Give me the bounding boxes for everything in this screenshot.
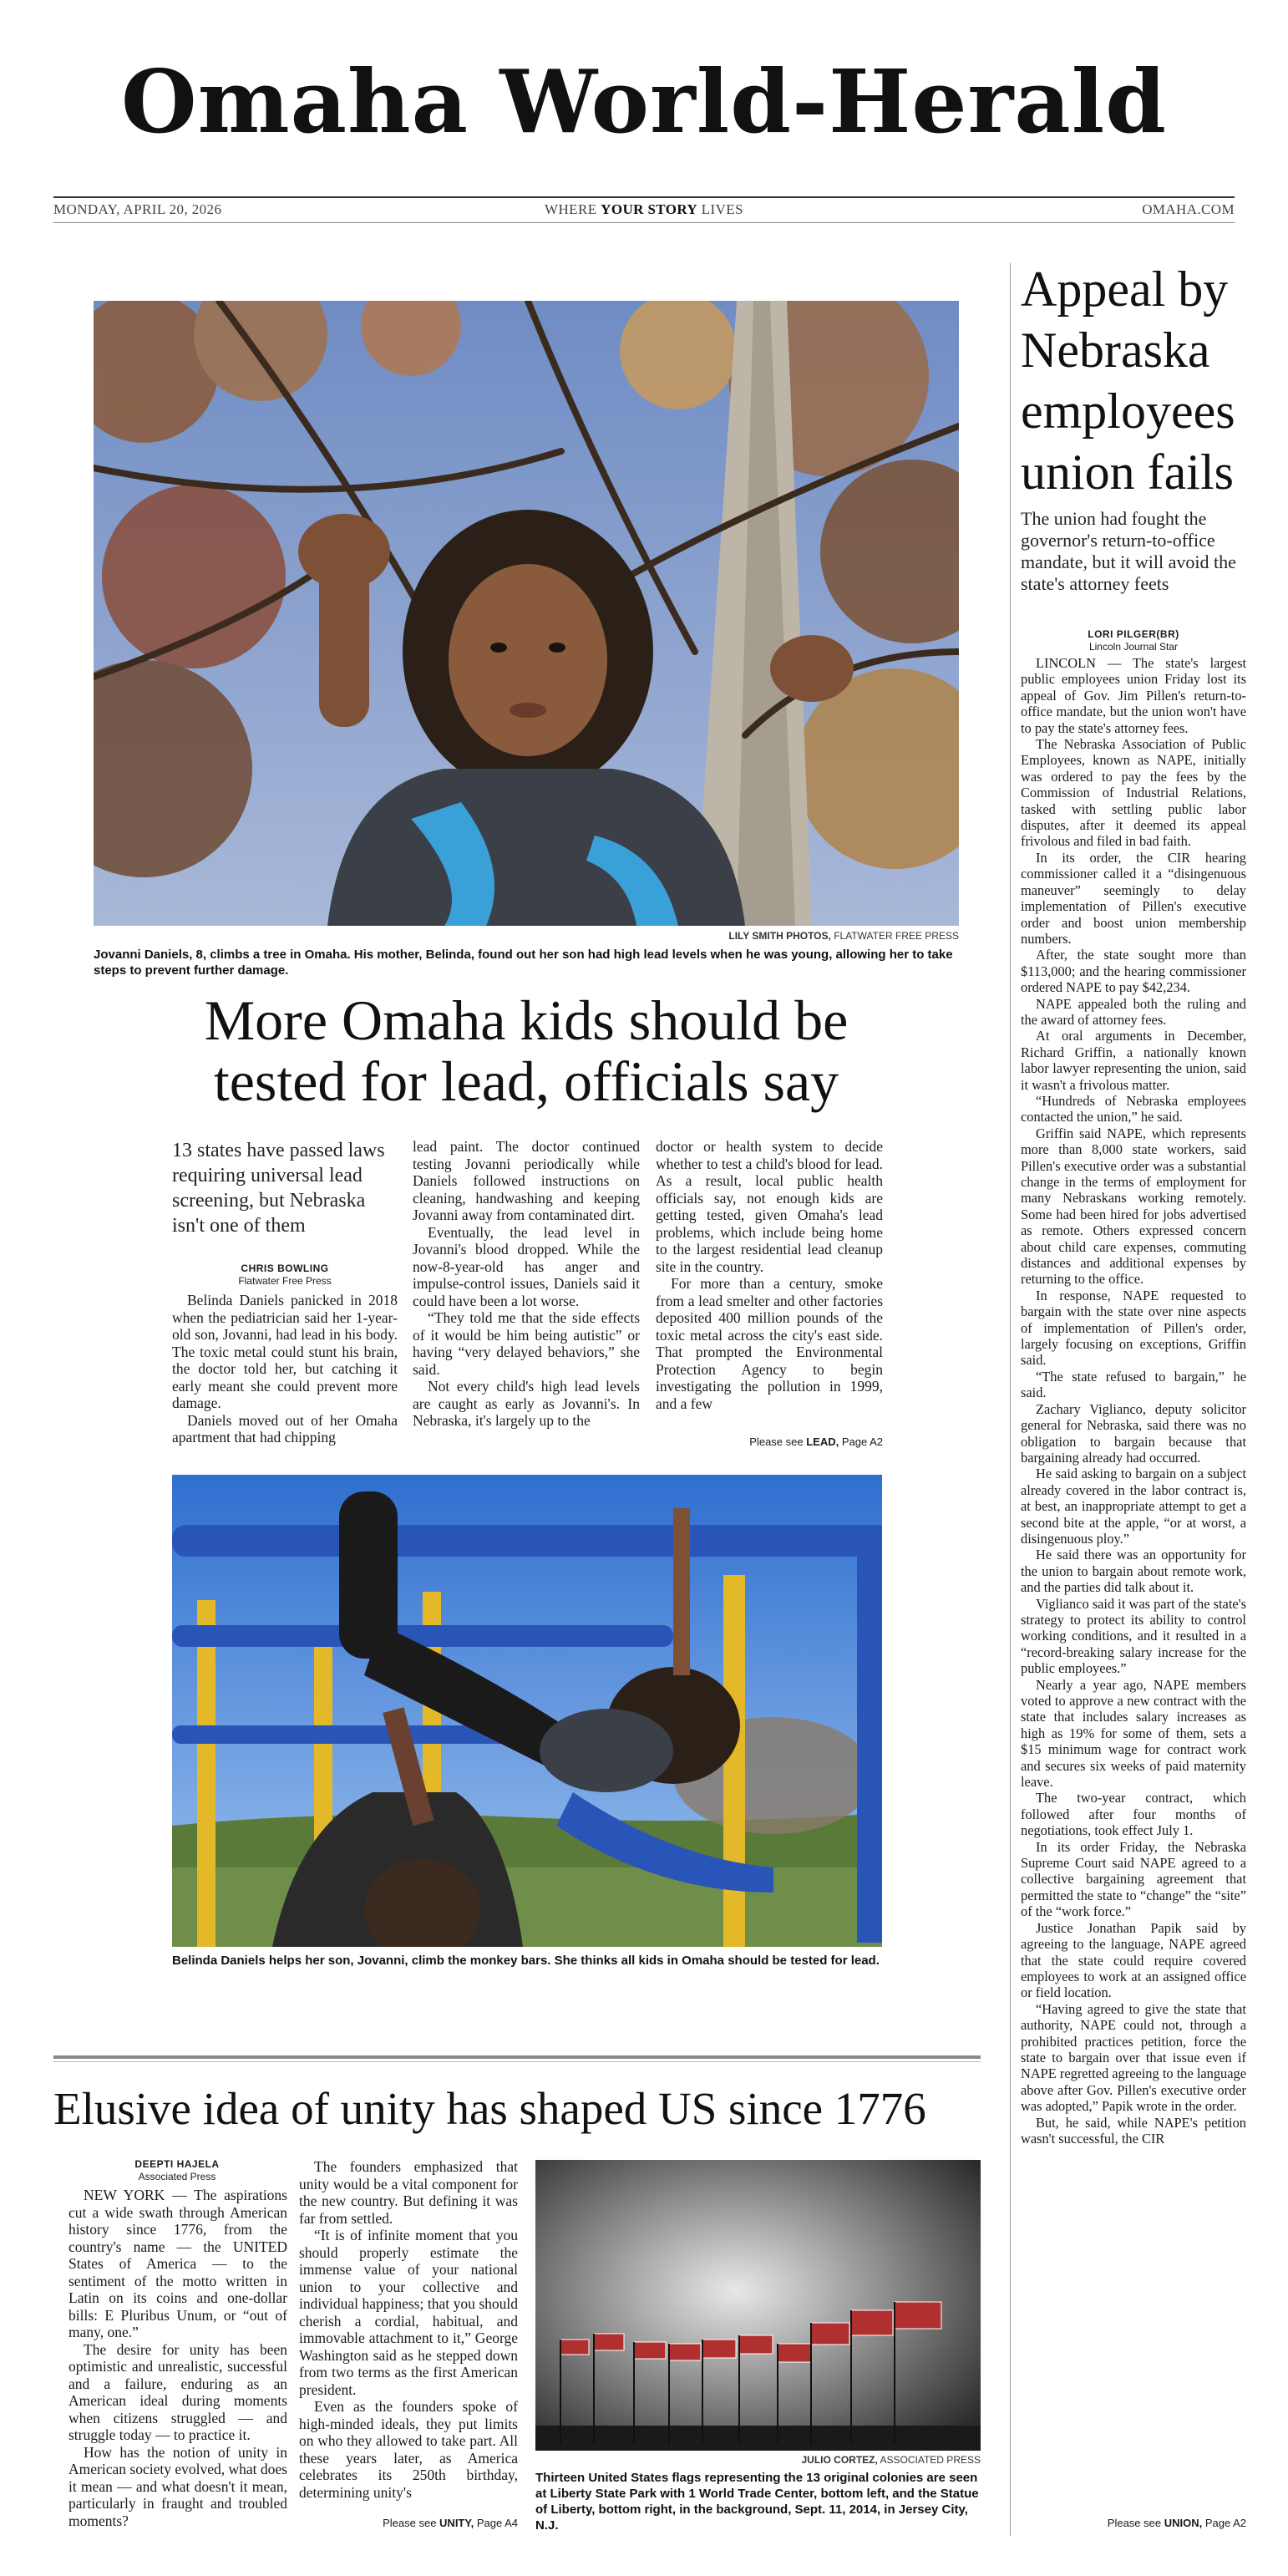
lead-photo-tree-climb[interactable] bbox=[94, 301, 959, 926]
lead-photo-credit: LILY SMITH PHOTOS, FLATWATER FREE PRESS bbox=[728, 930, 959, 942]
flags-photo-credit: JULIO CORTEZ, ASSOCIATED PRESS bbox=[801, 2454, 981, 2466]
lead-headline[interactable]: More Omaha kids should be tested for lead, officials say bbox=[204, 988, 849, 1114]
masthead-date: MONDAY, APRIL 20, 2026 bbox=[53, 201, 222, 217]
lead-deck: 13 states have passed laws requiring universal lead screening, but Nebraska isn't one of them bbox=[172, 1140, 385, 1237]
lead-body-col1: Belinda Daniels panicked in 2018 when the pediatrician said her 1-year-old son, Jovanni, had lead in his body. The toxic metal could stunt his brain, the doctor told her, but catching it early meant she could prevent more damage. Daniels moved out of her Omaha apartment that had chipping bbox=[172, 1292, 398, 1446]
masthead-rule-top bbox=[53, 196, 1235, 198]
masthead-title[interactable]: Omaha World-Herald bbox=[121, 50, 1167, 153]
monkey-bars-caption: Belinda Daniels helps her son, Jovanni, climb the monkey bars. She thinks all kids in Omaha should be tested for lead. bbox=[172, 1954, 880, 1968]
masthead-tagline: WHERE YOUR STORY LIVES bbox=[545, 201, 743, 217]
section-divider-thin bbox=[53, 2061, 981, 2062]
unity-body-col1: NEW YORK — The aspirations cut a wide swath through American history since 1776, from the country's name — the UNITED States of America — to the sentiment of the motto written in Latin on its coins and one-dollar bills: E Pluribus Unum, or “out of many, one.” The desire for unity has been optimistic and unrealistic, successful and a failure, enduring as an American ideal during moments when citizens struggled — and struggle today — to practice it. How has the notion of unity in American society evolved, what does it mean — and what doesn't it mean, particularly in fraught and troubled moments? bbox=[68, 2187, 287, 2529]
monkey-bars-image bbox=[172, 1475, 882, 1947]
unity-byline: DEEPTI HAJELA Associated Press bbox=[134, 2158, 220, 2182]
lead-photo-image bbox=[94, 301, 959, 926]
unity-headline[interactable]: Elusive idea of unity has shaped US since 1776 bbox=[53, 2083, 926, 2134]
lead-jump-link[interactable]: Please see LEAD, Page A2 bbox=[749, 1435, 883, 1448]
union-headline[interactable]: Appeal by Nebraska employees union fails bbox=[1021, 262, 1235, 500]
sidebar-column-rule bbox=[1010, 263, 1011, 2536]
lead-photo-caption: Jovanni Daniels, 8, climbs a tree in Omaha. His mother, Belinda, found out her son had high lead levels when he was young, allowing her to take steps to prevent further damage. bbox=[94, 948, 953, 978]
lead-photo-monkey-bars[interactable] bbox=[172, 1475, 882, 1947]
lead-body-col3: doctor or health system to decide whether to test a child's blood for lead. As a result, local public health officials say, not enough kids are getting tested, given Omaha's lead problems, which include being home to the largest residential lead cleanup site in the country. For more than a century, smoke from a lead smelter and other factories deposited 400 million pounds of the toxic metal across the city's east side. That prompted the Environmental Protection Agency to begin investigating the pollution in 1999, and a few bbox=[656, 1138, 883, 1412]
lead-body-col2: lead paint. The doctor continued testing Jovanni periodically while Daniels followed instructions on cleaning, handwashing and keeping Jovanni away from contaminated dirt. Eventually, the lead level in Jovanni's blood dropped. While the now-8-year-old has anger and impulse-control issues, Daniels said it could have been a lot worse. “They told me that the side effects of it would be him being autistic” or having “very delayed behaviors,” she said. Not every child's high lead levels are caught as early as Jovanni's. In Nebraska, it's largely up to the bbox=[413, 1138, 640, 1429]
union-deck: The union had fought the governor's return-to-office mandate, but it will avoid the state's attorney feets bbox=[1021, 508, 1236, 594]
flags-photo-caption: Thirteen United States flags representing the 13 original colonies are seen at Liberty State Park with 1 World Trade Center, bottom left, and the Statue of Liberty, bottom right, in the background, Sept. 11, 2014, in Jersey City, N.J. bbox=[535, 2471, 979, 2533]
unity-photo-flags[interactable] bbox=[535, 2160, 981, 2451]
masthead-rule-bottom bbox=[53, 222, 1235, 223]
flags-image bbox=[535, 2160, 981, 2451]
unity-jump-link[interactable]: Please see UNITY, Page A4 bbox=[383, 2517, 518, 2529]
unity-body-col2: The founders emphasized that unity would be a vital component for the new country. But defining it was far from settled. “It is of infinite moment that you should properly estimate the immense value of your national union to your collective and individual happiness; that you should cherish a cordial, habitual, and immovable attachment to it,” George Washington said as he stepped down from two terms as the first American president. Even as the founders spoke of high-minded ideals, they put limits on who they allowed to take part. All these years later, as America celebrates its 250th birthday, determining unity's bbox=[299, 2158, 518, 2501]
lead-byline: CHRIS BOWLING Flatwater Free Press bbox=[238, 1263, 332, 1287]
section-divider bbox=[53, 2055, 981, 2059]
union-body: LINCOLN — The state's largest public employees union Friday lost its appeal of Gov. Jim Pillen's return-to-office mandate, but the union won't have to pay the state's attorney fees. The Nebraska Association of Public Employees, known as NAPE, initially was ordered to pay the fees by the Commission of Industrial Relations, tasked with settling public labor disputes, after it deemed its appeal frivolous and filed in bad faith. In its order, the CIR hearing commissioner called it a “disingenuous maneuver” seemingly to delay implementation of Pillen's executive order and boost union membership numbers. After, the state sought more than $113,000; and the hearing commissioner ordered NAPE to pay $42,234. NAPE appealed both the ruling and the award of attorney fees. At oral arguments in December, Richard Griffin, a nationally known labor lawyer representing the union, said it wasn't a frivolous matter. “Hundreds of Nebraska employees contacted the union,” he said. Griffin said NAPE, which represents more than 8,000 state workers, said Pillen's executive order was a substantial change in the terms of employment for many Nebraskans working remotely. Some had been hired for jobs advertised as remote. Others expressed concern about child care expenses, commuting distances and additional expenses by returning to the office. In response, NAPE requested to bargain with the state over nine aspects of implementation of Pillen's order, largely focusing on exceptions, Griffin said. “The state refused to bargain,” he said. Zachary Viglianco, deputy solicitor general for Nebraska, said there was no obligation to bargain because that bargaining already had occurred. He said asking to bargain on a subject already covered in the labor contract is, at best, an inappropriate attempt to get a second bite at the apple, “or at worst, a disingenuous ploy.” He said there was an opportunity for the union to bargain about remote work, and the parties did talk about it. Viglianco said it was part of the state's strategy to protect its ability to control working conditions, and it resulted in a “record-breaking salary increase for the public employees.” Nearly a year ago, NAPE members voted to approve a new contract with the state that includes salary increases as high as 19% for some of them, sets a $15 minimum wage for contract work and secures six weeks of paid maternity leave. The two-year contract, which followed after four months of negotiations, took effect July 1. In its order Friday, the Nebraska Supreme Court said NAPE agreed to a collective bargaining agreement that permitted the state to “change” the “site” of the “work force.” Justice Jonathan Papik said by agreeing to the language, NAPE agreed that the state could require covered employees to work at an assigned office or field location. “Having agreed to give the state that authority, NAPE could not, through a prohibited practices petition, force the state to bargain over that issue even if NAPE regretted agreeing to the language above after Gov. Pillen's executive order was adopted,” Papik wrote in the order. But, he said, while NAPE's petition wasn't successful, the CIR bbox=[1021, 655, 1246, 2147]
union-byline: LORI PILGER(BR) Lincoln Journal Star bbox=[1088, 628, 1179, 653]
masthead-site-link[interactable]: OMAHA.COM bbox=[1142, 201, 1235, 217]
union-jump-link[interactable]: Please see UNION, Page A2 bbox=[1107, 2517, 1246, 2529]
